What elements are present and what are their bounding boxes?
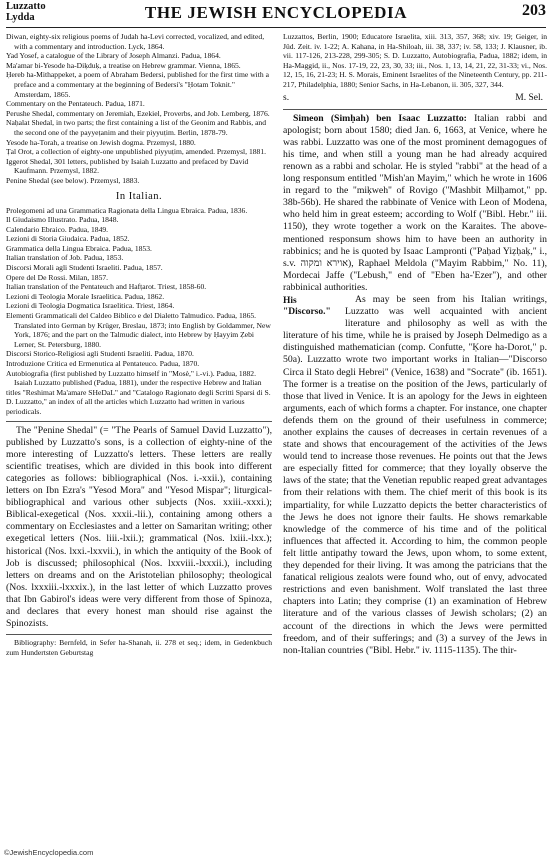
author-initials: M. Sel. [515,92,543,103]
bibliography: Bibliography: Bernfeld, in Sefer ha-Shanah, ii. 278 et seq.; idem, in Gedenkbuch zum Hundertsten Geburtstag [6,638,272,657]
page-number: 203 [522,2,546,19]
bib-entry: Lezioni di Storia Giudaica. Padua, 1852. [6,234,130,244]
bib-entry: Il Giudaismo Illustrato. Padua, 1848. [6,215,119,225]
signature-line [283,93,547,105]
page-header [6,1,546,28]
entry-paragraph [283,113,547,294]
right-column [283,32,547,848]
bib-entry: Iggerot Shedal, 301 letters, published by Isaiah Luzzatto and prefaced by David Kaufmann. Przemysl, 1882. [6,156,249,176]
bib-entry: Yesode ha-Torah, a treatise on Jewish dogma. Przemysl, 1880. [6,137,196,147]
signature-mark: s. [283,92,290,103]
bib-entry: Discorsi Morali agli Studenti Israeliti. Padua, 1857. [6,263,163,273]
bib-entry: Lezioni di Teologia Dogmatica Israelitica. Triest, 1864. [6,301,175,311]
bib-entry: Elementi Grammaticali del Caldeo Biblico e del Dialetto Talmudico. Padua, 1865. Translated into German by Krüger, Breslau, 1873; into English by Goldammer, New York, 1876; and the part on the Talmudic dialect, into Hebrew by Ḥayyim Ẓebi Lerner, St. Petersburg, 1880. [6,311,271,349]
divider [283,109,547,110]
bib-entry: Discorsi Storico-Religiosi agli Studenti Israeliti. Padua, 1870. [6,349,194,359]
bibliography-continued: Luzzattos, Berlin, 1900; Educatore Israelita, xiii. 313, 357, 368; xiv. 19; Geiger, in Jüd. Zeit. iv. 1-22; A. Kahana, in Ha-Shiloah, iii. 38, 337; iv. 58, 133; J. Klausner, ib. vii. 117-126, 213-228, 299-305; S. D. Luzzatto, Autobiografia, Padua, 1882; idem, in Ha-Maggid, ii., Nos. 17-19, 22, 23, 30, 33; iii., Nos. 1, 13, 14, 21, 22, 31-33; vi., Nos. 12, 15, 16, 21-23; H. S. Morais, Eminent Israelites of the Nineteenth Century, pp. 211-217, Philadelphia, 1880; Senior Sachs, in Ha-Lebanon, ii. 305, 327, 344. [283,32,547,89]
bib-entry: Yad Yosef, a catalogue of the Library of Joseph Almanzi. Padua, 1864. [6,51,221,61]
left-column [6,32,272,848]
watermark-credit: ©JewishEncyclopedia.com [4,848,94,857]
bib-entry: Opere del De Rossi. Milan, 1857. [6,272,109,282]
divider [6,634,272,635]
entry-text: Italian rabbi and apologist; born about 1580; died Jan. 6, 1663, at Venice, where he was rabbi. Luzzatto was one of the most prominent demagogues of his time, and when still a young man he had already acquired renown as a rabbi and scholar. He is styled "rabbi" at the head of a long responsum entitled "Mish'an Mayim," which he wrote in 1606 in regard to the "miḳweh" of Rovigo ("Mashbit Milḥamot," pp. 38b-56b). He shared the rabbinate of Venice with Leon of Modena, who held him in great esteem; according to Wolf ("Bibl. Hebr." iii. 1150), they wrote together a work on the Karaites. The above-mentioned responsum shows him to have been an authority in rabbinics; and he is quoted by Isaac Lampronti ("Paḥad Yiẓḥaḳ," i., s.v. אוירא ומקוה), Raphael Meldola ("Mayim Rabbim," No. 11), Mordecai Jaffe ("Lebush," end of "Eben ha-'Ezer"), and other rabbinical authorities. [283,112,547,293]
bib-entry: Lezioni di Teologia Morale Israelitica. Padua, 1862. [6,291,165,301]
bib-entry: Introduzione Critica ed Ermenutica al Pentateuco. Padua, 1870. [6,359,200,368]
bib-entry: Italian translation of the Pentateuch and Hafṭarot. Triest, 1858-60. [6,282,207,292]
bib-entry: Penine Shedal (see below). Przemysl, 1883. [6,175,140,185]
bib-entry: Italian translation of Job. Padua, 1853. [6,253,124,263]
side-heading: His "Discorso." [283,295,331,317]
bib-entry: Grammatica della Lingua Ebraica. Padua, 1853. [6,243,152,253]
bib-entry: Prolegomeni ad una Grammatica Ragionata della Lingua Ebraica. Padua, 1836. [6,205,248,215]
italian-works-list [6,206,272,379]
bib-entry: Ṭal Orot, a collection of eighty-one unpublished piyyuṭim, amended. Przemysl, 1881. [6,147,267,157]
bib-entry: Ḥereb ha-Mithappeket, a poem of Abraham Bedersi, published for the first time with a preface and a commentary at the beginning of Bedersi's "Ḥotam Toknit." Amsterdam, 1865. [6,70,269,99]
bib-entry: Autobiografia (first published by Luzzatto himself in "Mosè," i.-vi.). Padua, 1882. [6,368,256,378]
section-title-italian: In Italian. [115,190,163,202]
entry-title: Simeon (Simḥah) ben Isaac Luzzatto: [293,112,467,124]
running-head-title: THE JEWISH ENCYCLOPEDIA [144,3,408,22]
bib-entry: Ma'amar bi-Yesode ha-Diḳduḳ, a treatise on Hebrew grammar. Vienna, 1865. [6,60,241,70]
bib-entry: Diwan, eighty-six religious poems of Judah ha-Levi corrected, vocalized, and edited, with a commentary and introduction. Lyck, 1864. [6,32,265,51]
discorso-section [283,294,547,657]
running-head-left: Luzzatto Lydda [6,1,46,23]
bib-entry: Naḥalat Shedal, in two parts; the first containing a list of the Geonim and Rabbis, and the second one of the payyeṭanim and their piyyuṭim. Berlin, 1878-79. [6,118,267,137]
bib-entry: Perushe Shedal, commentary on Jeremiah, Ezekiel, Proverbs, and Job. Lemberg, 1876. [6,108,270,118]
body-paragraph: The "Penine Shedal" (= "The Pearls of Samuel David Luzzatto"), published by Luzzatto's sons, is a collection of eighty-nine of the more interesting of Luzzatto's letters. These letters are really scientific treatises, which are divided in this book into different categories as follows: bibliographical (Nos. i.-xxii.), containing letters on Ibn Ezra's "Yesod Mora" and "Yesod Mispar"; liturgical-bibliographical and various other subjects (Nos. xxiii.-xxxi.); Biblical-exegetical (Nos. xxxii.-lii.), containing among others a commentary on Ecclesiastes and a letter on Samaritan writing; other exegetical letters (Nos. liii.-lxii.); grammatical (Nos. lxiii.-lxx.); historical (Nos. lxxi.-lxxvii.), in which the antiquity of the Book of Job is discussed; philosophical (Nos. lxxviii.-lxxxii.), including letters on dreams and on the Aristotelian philosophy; theological (Nos. lxxxiii.-lxxxix.), in the last letter of which Luzzatto proves that Ibn Gabirol's ideas were very different from those of Spinoza, and declares that every honest man should rise against the Spinozists. [6,424,272,630]
bib-entry: Commentary on the Pentateuch. Padua, 1871. [6,99,145,109]
body-paragraph: As may be seen from his Italian writings, Luzzatto was well acquainted with ancient literature and philosophy as well as with the literature of his time, while he is praised by Joseph Delmedigo as a distinguished mathematician (comp. Confutte, "Ḳore ha-Dorot," p. 50a). Luzzatto wrote two important works in Italian—"Discorso Circa il Stato degli Hebrei" (Venice, 1638) and "Socrate" (ib. 1651). The former is a treatise on the position of the Jews, particularly of those that lived in Venice. It is an apology for the Jews in eighteen arguments, each of which forms a chapter. For instance, one chapter defends them on the ground of their usefulness in commerce; another explains the causes of decreases in certain revenues of a state and shows that encouragement of the activities of the Jews would tend to increase those revenues. He points out that the Jews are especially fitted for commerce; that they loyally observe the laws of the state; that the Venetian republic reaped great advantages from their relations with them. The chief merit of this book is its impartiality, for while Luzzatto depicts the better characteristics of the Jews he does not ignore their faults. He shows remarkable knowledge of the commerce of his time and of the political influences that affected it. According to him, the common people felt little antipathy toward the Jews, upon whom, to some extent, they depended for their living. It was among the patricians that the fanatical religious zealots were found who, out of envy, advocated restrictions and even banishment. Wolf translated the last three chapters into Latin; they comprise (1) an examination of Hebrew literature and of the various classes of Jewish scholars; (2) an account of the directions in which the Jews were permitted freedom, and of their sufferings; and (3) a survey of the Jews in non-Italian countries ("Bibl. Hebr." iv. 1115-1135). The thir- [283,293,547,656]
bib-entry: Calendario Ebraico. Padua, 1849. [6,224,109,234]
divider [6,421,272,422]
index-note: Isaiah Luzzatto published (Padua, 1881), under the respective Hebrew and Italian titles "Reshimat Ma'amare SHeDaL" and "Catalogo Ragionato degli Scritti Sparsi di S. D. Luzzatto," an index of all the articles which Luzzatto had written in various periodicals. [6,378,271,416]
hebrew-works-list [6,32,272,186]
